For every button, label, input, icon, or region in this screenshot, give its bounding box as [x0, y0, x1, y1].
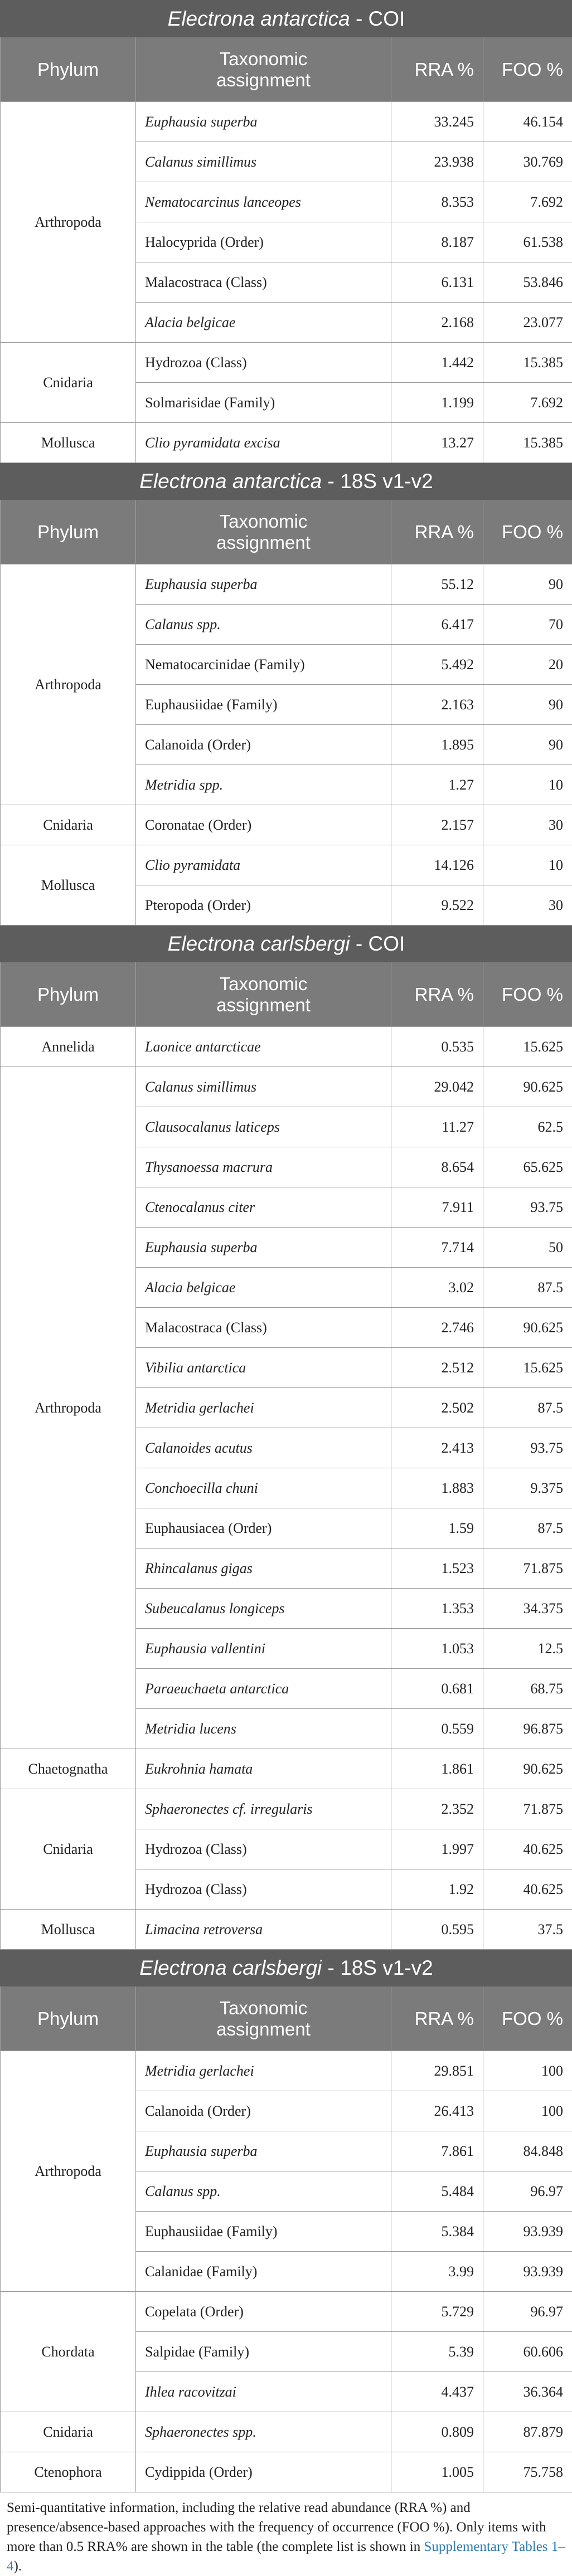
phylum-cell: Chordata	[1, 2292, 136, 2412]
foo-cell: 87.879	[483, 2412, 572, 2452]
table-row	[1, 1749, 572, 1789]
table-row	[1, 805, 572, 845]
supplementary-link[interactable]: Supplementary Tables 1–4	[7, 2539, 565, 2574]
taxon-cell: Laonice antarcticae	[136, 1027, 391, 1067]
foo-cell: 36.364	[483, 2372, 572, 2412]
header-taxonomic-line1: Taxonomic	[144, 973, 383, 995]
taxon-cell: Calanoida (Order)	[136, 725, 391, 765]
rra-cell: 1.59	[391, 1508, 483, 1548]
table-row	[1, 343, 572, 383]
section-species: Electrona carlsbergi	[168, 932, 350, 955]
rra-cell: 1.883	[391, 1468, 483, 1508]
foo-cell: 30	[483, 805, 572, 845]
section-title	[1, 1, 572, 37]
phylum-cell: Annelida	[1, 1027, 136, 1067]
taxon-cell: Euphausia superba	[136, 564, 391, 605]
section-title	[1, 463, 572, 500]
taxon-cell: Calanoida (Order)	[136, 2091, 391, 2131]
table-row	[1, 2452, 572, 2492]
taxon-cell: Calanus spp.	[136, 2171, 391, 2212]
section-species: Electrona antarctica	[139, 470, 322, 493]
header-taxonomic-line1: Taxonomic	[144, 1998, 383, 2019]
taxon-cell: Ihlea racovitzai	[136, 2372, 391, 2412]
rra-cell: 5.39	[391, 2332, 483, 2372]
taxon-cell: Calanoides acutus	[136, 1428, 391, 1468]
taxon-cell: Vibilia antarctica	[136, 1348, 391, 1388]
header-rra: RRA %	[391, 962, 483, 1027]
table-row	[1, 1067, 572, 1107]
rra-cell: 1.199	[391, 383, 483, 423]
rra-cell: 7.714	[391, 1228, 483, 1268]
phylum-cell: Ctenophora	[1, 2452, 136, 2492]
taxon-cell: Salpidae (Family)	[136, 2332, 391, 2372]
rra-cell: 2.168	[391, 303, 483, 343]
taxon-cell: Metridia gerlachei	[136, 1388, 391, 1428]
foo-cell: 40.625	[483, 1869, 572, 1910]
taxon-cell: Ctenocalanus citer	[136, 1187, 391, 1228]
header-phylum: Phylum	[1, 1986, 136, 2051]
foo-cell: 87.5	[483, 1268, 572, 1308]
rra-cell: 1.997	[391, 1829, 483, 1869]
table-caption	[0, 2492, 572, 2576]
rra-cell: 5.384	[391, 2212, 483, 2252]
rra-cell: 1.523	[391, 1548, 483, 1589]
header-foo: FOO %	[483, 500, 572, 564]
rra-cell: 7.911	[391, 1187, 483, 1228]
header-rra: RRA %	[391, 37, 483, 102]
foo-cell: 15.625	[483, 1348, 572, 1388]
rra-cell: 0.595	[391, 1910, 483, 1950]
foo-cell: 53.846	[483, 262, 572, 303]
foo-cell: 7.692	[483, 383, 572, 423]
rra-cell: 1.353	[391, 1589, 483, 1629]
section-marker: - COI	[350, 7, 405, 30]
header-foo: FOO %	[483, 1986, 572, 2051]
header-taxonomic-assignment	[136, 37, 391, 102]
rra-cell: 5.492	[391, 645, 483, 685]
header-foo: FOO %	[483, 962, 572, 1027]
taxon-cell: Euphausia superba	[136, 1228, 391, 1268]
foo-cell: 93.75	[483, 1187, 572, 1228]
rra-cell: 1.442	[391, 343, 483, 383]
foo-cell: 71.875	[483, 1548, 572, 1589]
rra-cell: 0.559	[391, 1709, 483, 1749]
foo-cell: 93.75	[483, 1428, 572, 1468]
taxon-cell: Malacostraca (Class)	[136, 1308, 391, 1348]
foo-cell: 96.97	[483, 2292, 572, 2332]
foo-cell: 70	[483, 605, 572, 645]
taxon-cell: Euphausia vallentini	[136, 1629, 391, 1669]
header-rra: RRA %	[391, 500, 483, 564]
foo-cell: 9.375	[483, 1468, 572, 1508]
section-title-row	[1, 1, 572, 37]
table-row	[1, 564, 572, 605]
taxon-cell: Nematocarcinus lanceopes	[136, 182, 391, 222]
rra-cell: 13.27	[391, 423, 483, 463]
taxon-cell: Clio pyramidata	[136, 845, 391, 885]
rra-cell: 11.27	[391, 1107, 483, 1147]
taxon-cell: Hydrozoa (Class)	[136, 1829, 391, 1869]
section-title	[1, 926, 572, 962]
foo-cell: 90.625	[483, 1067, 572, 1107]
taxon-cell: Euphausiacea (Order)	[136, 1508, 391, 1548]
rra-cell: 7.861	[391, 2131, 483, 2171]
taxon-cell: Metridia lucens	[136, 1709, 391, 1749]
rra-cell: 3.99	[391, 2252, 483, 2292]
rra-cell: 14.126	[391, 845, 483, 885]
rra-cell: 29.042	[391, 1067, 483, 1107]
header-taxonomic-line2: assignment	[144, 532, 383, 553]
rra-cell: 23.938	[391, 142, 483, 182]
taxon-cell: Hydrozoa (Class)	[136, 343, 391, 383]
rra-cell: 5.729	[391, 2292, 483, 2332]
header-phylum: Phylum	[1, 500, 136, 564]
rra-cell: 0.681	[391, 1669, 483, 1709]
phylum-cell: Mollusca	[1, 1910, 136, 1950]
rra-cell: 3.02	[391, 1268, 483, 1308]
taxon-cell: Calanidae (Family)	[136, 2252, 391, 2292]
section-marker: - 18S v1-v2	[322, 1956, 433, 1979]
phylum-cell: Mollusca	[1, 845, 136, 926]
rra-cell: 2.512	[391, 1348, 483, 1388]
header-taxonomic-assignment	[136, 500, 391, 564]
taxon-cell: Euphausia superba	[136, 2131, 391, 2171]
foo-cell: 100	[483, 2051, 572, 2091]
foo-cell: 37.5	[483, 1910, 572, 1950]
header-rra: RRA %	[391, 1986, 483, 2051]
phylum-cell: Cnidaria	[1, 343, 136, 423]
header-taxonomic-line2: assignment	[144, 70, 383, 91]
foo-cell: 68.75	[483, 1669, 572, 1709]
header-row	[1, 500, 572, 564]
rra-cell: 55.12	[391, 564, 483, 605]
taxon-cell: Sphaeronectes spp.	[136, 2412, 391, 2452]
foo-cell: 46.154	[483, 102, 572, 142]
taxon-cell: Copelata (Order)	[136, 2292, 391, 2332]
foo-cell: 71.875	[483, 1789, 572, 1829]
caption-text: Semi-quantitative information, including the relative read abundance (RRA %) and presence/absence-based approaches with the frequency of occurrence (FOO %). Only items with more than 0.5 RRA% are shown in the table (the complete list is shown in	[7, 2500, 546, 2554]
header-row	[1, 1986, 572, 2051]
taxon-cell: Euphausiidae (Family)	[136, 685, 391, 725]
foo-cell: 15.625	[483, 1027, 572, 1067]
rra-cell: 1.92	[391, 1869, 483, 1910]
phylum-cell: Arthropoda	[1, 102, 136, 343]
rra-cell: 1.895	[391, 725, 483, 765]
foo-cell: 23.077	[483, 303, 572, 343]
taxon-cell: Calanus spp.	[136, 605, 391, 645]
rra-cell: 29.851	[391, 2051, 483, 2091]
foo-cell: 90.625	[483, 1308, 572, 1348]
foo-cell: 15.385	[483, 423, 572, 463]
taxon-cell: Nematocarcinidae (Family)	[136, 645, 391, 685]
header-taxonomic-assignment	[136, 1986, 391, 2051]
foo-cell: 90	[483, 725, 572, 765]
section-marker: - COI	[350, 932, 405, 955]
taxon-cell: Calanus simillimus	[136, 142, 391, 182]
foo-cell: 62.5	[483, 1107, 572, 1147]
rra-cell: 6.417	[391, 605, 483, 645]
foo-cell: 87.5	[483, 1508, 572, 1548]
rra-cell: 2.352	[391, 1789, 483, 1829]
rra-cell: 9.522	[391, 885, 483, 926]
taxon-cell: Eukrohnia hamata	[136, 1749, 391, 1789]
rra-cell: 8.353	[391, 182, 483, 222]
rra-cell: 4.437	[391, 2372, 483, 2412]
rra-cell: 2.163	[391, 685, 483, 725]
taxon-cell: Sphaeronectes cf. irregularis	[136, 1789, 391, 1829]
phylum-cell: Chaetognatha	[1, 1749, 136, 1789]
foo-cell: 90	[483, 564, 572, 605]
table-row	[1, 1027, 572, 1067]
foo-cell: 30.769	[483, 142, 572, 182]
caption-end: ).	[14, 2559, 22, 2574]
header-row	[1, 37, 572, 102]
header-phylum: Phylum	[1, 962, 136, 1027]
rra-cell: 6.131	[391, 262, 483, 303]
phylum-cell: Mollusca	[1, 423, 136, 463]
taxon-cell: Metridia spp.	[136, 765, 391, 805]
rra-cell: 2.746	[391, 1308, 483, 1348]
section-title-row	[1, 1950, 572, 1986]
foo-cell: 60.606	[483, 2332, 572, 2372]
section-marker: - 18S v1-v2	[322, 470, 433, 493]
foo-cell: 90.625	[483, 1749, 572, 1789]
table-row	[1, 1910, 572, 1950]
header-taxonomic-line2: assignment	[144, 2019, 383, 2040]
rra-cell: 5.484	[391, 2171, 483, 2212]
foo-cell: 10	[483, 765, 572, 805]
rra-cell: 1.005	[391, 2452, 483, 2492]
table-row	[1, 2051, 572, 2091]
phylum-cell: Arthropoda	[1, 1067, 136, 1749]
phylum-cell: Arthropoda	[1, 564, 136, 805]
taxon-cell: Pteropoda (Order)	[136, 885, 391, 926]
phylum-cell: Cnidaria	[1, 805, 136, 845]
foo-cell: 40.625	[483, 1829, 572, 1869]
header-taxonomic-line1: Taxonomic	[144, 48, 383, 70]
foo-cell: 96.875	[483, 1709, 572, 1749]
taxon-cell: Euphausiidae (Family)	[136, 2212, 391, 2252]
taxon-cell: Calanus simillimus	[136, 1067, 391, 1107]
rra-cell: 8.654	[391, 1147, 483, 1187]
foo-cell: 87.5	[483, 1388, 572, 1428]
table-row	[1, 2292, 572, 2332]
foo-cell: 100	[483, 2091, 572, 2131]
taxon-cell: Limacina retroversa	[136, 1910, 391, 1950]
table-row	[1, 845, 572, 885]
taxon-cell: Clausocalanus laticeps	[136, 1107, 391, 1147]
foo-cell: 93.939	[483, 2212, 572, 2252]
section-title-row	[1, 463, 572, 500]
rra-cell: 1.27	[391, 765, 483, 805]
table-row	[1, 1789, 572, 1829]
taxon-cell: Cydippida (Order)	[136, 2452, 391, 2492]
header-foo: FOO %	[483, 37, 572, 102]
header-taxonomic-line2: assignment	[144, 995, 383, 1016]
section-title	[1, 1950, 572, 1986]
taxon-cell: Thysanoessa macrura	[136, 1147, 391, 1187]
taxon-cell: Solmarisidae (Family)	[136, 383, 391, 423]
foo-cell: 84.848	[483, 2131, 572, 2171]
taxon-cell: Alacia belgicae	[136, 303, 391, 343]
foo-cell: 30	[483, 885, 572, 926]
taxon-cell: Paraeuchaeta antarctica	[136, 1669, 391, 1709]
table-row	[1, 2412, 572, 2452]
rra-cell: 0.809	[391, 2412, 483, 2452]
taxon-cell: Conchoecilla chuni	[136, 1468, 391, 1508]
taxon-cell: Metridia gerlachei	[136, 2051, 391, 2091]
rra-cell: 33.245	[391, 102, 483, 142]
foo-cell: 20	[483, 645, 572, 685]
taxon-cell: Rhincalanus gigas	[136, 1548, 391, 1589]
foo-cell: 34.375	[483, 1589, 572, 1629]
header-taxonomic-line1: Taxonomic	[144, 511, 383, 532]
header-phylum: Phylum	[1, 37, 136, 102]
foo-cell: 93.939	[483, 2252, 572, 2292]
table-row	[1, 102, 572, 142]
foo-cell: 50	[483, 1228, 572, 1268]
header-row	[1, 962, 572, 1027]
rra-cell: 2.413	[391, 1428, 483, 1468]
taxon-cell: Alacia belgicae	[136, 1268, 391, 1308]
foo-cell: 61.538	[483, 222, 572, 262]
rra-cell: 0.535	[391, 1027, 483, 1067]
foo-cell: 12.5	[483, 1629, 572, 1669]
foo-cell: 96.97	[483, 2171, 572, 2212]
header-taxonomic-assignment	[136, 962, 391, 1027]
rra-cell: 2.157	[391, 805, 483, 845]
rra-cell: 1.053	[391, 1629, 483, 1669]
taxon-cell: Halocyprida (Order)	[136, 222, 391, 262]
section-title-row	[1, 926, 572, 962]
foo-cell: 90	[483, 685, 572, 725]
foo-cell: 65.625	[483, 1147, 572, 1187]
phylum-cell: Arthropoda	[1, 2051, 136, 2292]
taxon-cell: Malacostraca (Class)	[136, 262, 391, 303]
rra-cell: 1.861	[391, 1749, 483, 1789]
rra-cell: 26.413	[391, 2091, 483, 2131]
taxon-cell: Clio pyramidata excisa	[136, 423, 391, 463]
foo-cell: 7.692	[483, 182, 572, 222]
phylum-cell: Cnidaria	[1, 2412, 136, 2452]
rra-cell: 2.502	[391, 1388, 483, 1428]
rra-cell: 8.187	[391, 222, 483, 262]
foo-cell: 10	[483, 845, 572, 885]
section-species: Electrona carlsbergi	[139, 1956, 322, 1979]
taxon-cell: Euphausia superba	[136, 102, 391, 142]
foo-cell: 15.385	[483, 343, 572, 383]
phylum-cell: Cnidaria	[1, 1789, 136, 1910]
taxon-cell: Coronatae (Order)	[136, 805, 391, 845]
section-species: Electrona antarctica	[168, 7, 350, 30]
table-row	[1, 423, 572, 463]
taxon-cell: Hydrozoa (Class)	[136, 1869, 391, 1910]
taxon-cell: Subeucalanus longiceps	[136, 1589, 391, 1629]
foo-cell: 75.758	[483, 2452, 572, 2492]
